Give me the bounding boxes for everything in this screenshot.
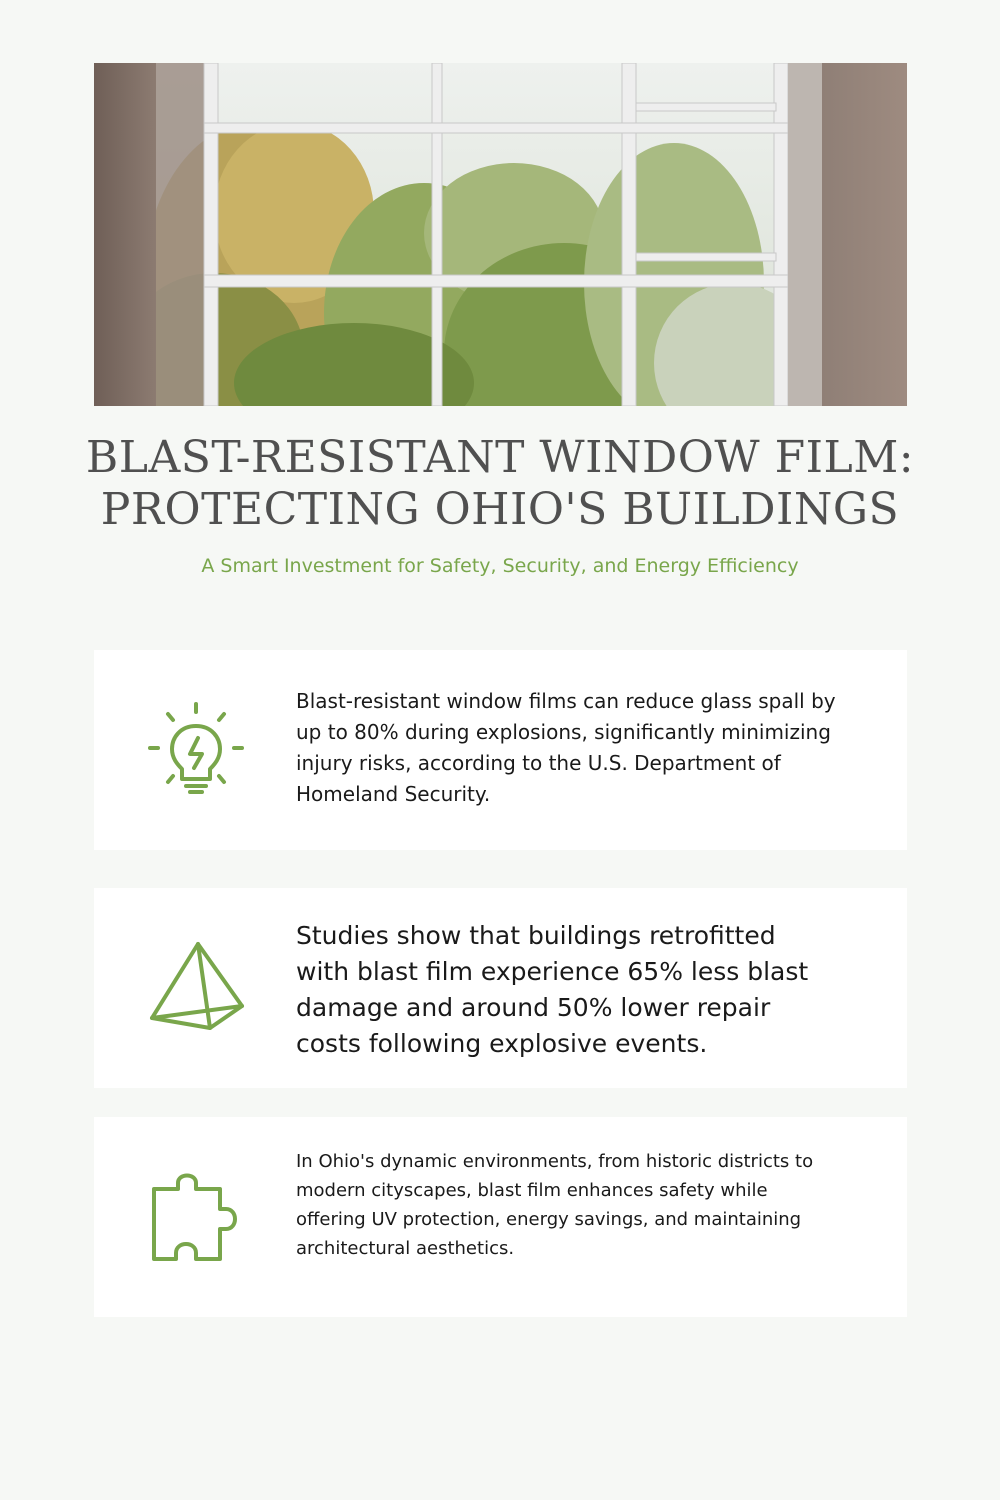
page-subtitle: A Smart Investment for Safety, Security, and Energy Efficiency	[201, 555, 799, 577]
page-title	[0, 432, 1000, 536]
hero-window-image	[94, 63, 907, 406]
pyramid-icon	[146, 938, 246, 1038]
fact-text: Blast-resistant window films can reduce glass spall by up to 80% during explosions, significantly minimizing injury risks, according to the U.S. Department of Homeland Security.	[296, 689, 836, 806]
fact-card-ohio-environments	[94, 1117, 907, 1317]
fact-text: In Ohio's dynamic environments, from historic districts to modern cityscapes, blast film enhances safety while offering UV protection, energy savings, and maintaining architectural aesthetics.	[296, 1151, 814, 1259]
puzzle-piece-icon	[146, 1167, 246, 1267]
title-line-2: PROTECTING OHIO'S BUILDINGS	[100, 484, 900, 535]
title-line-1: BLAST-RESISTANT WINDOW FILM:	[85, 432, 915, 483]
lightbulb-bolt-icon	[146, 700, 246, 800]
fact-card-glass-spall	[94, 650, 907, 850]
fact-card-blast-damage	[94, 888, 907, 1088]
fact-text: Studies show that buildings retrofitted with blast film experience 65% less blast damage and around 50% lower repair costs following explosive events.	[296, 921, 809, 1058]
